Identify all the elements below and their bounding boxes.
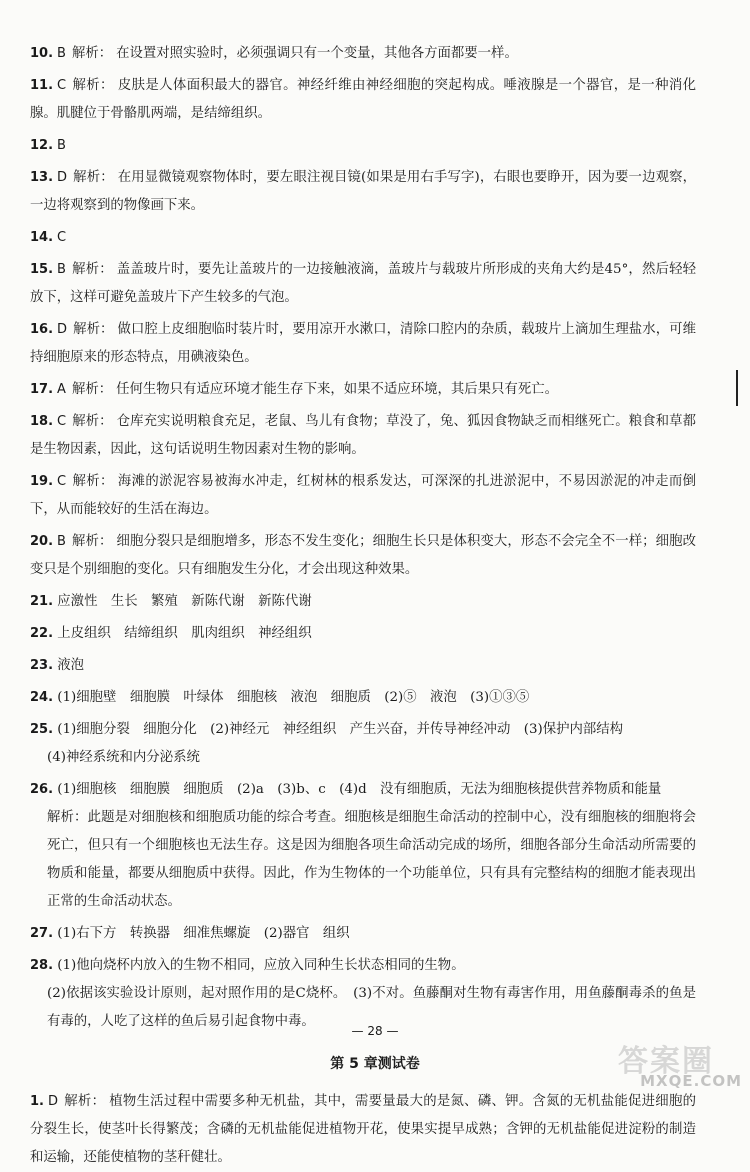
explanation-label: 解析： [64,1094,106,1109]
explanation-text: 海滩的淤泥容易被海水冲走，红树林的根系发达，可深深的扎进淤泥中，不易因淤泥的冲走而倒下，从而能较好的生活在海边。 [30,474,697,517]
answer-text: 上皮组织 结缔组织 肌肉组织 神经组织 [57,626,312,641]
answer-text: (1)右下方 转换器 细准焦螺旋 (2)器官 组织 [57,926,350,941]
answer-item-18 [30,408,696,464]
answer-item-12 [30,132,696,160]
explanation-label: 解析： [73,170,114,185]
answer-choice: B [57,262,66,277]
explanation-label: 解析： [73,322,114,337]
answer-choice: A [57,382,66,397]
margin-mark [736,370,738,406]
answer-item-26 [30,776,696,804]
item-number: 28. [30,958,54,973]
answer-choice: C [57,78,67,93]
item-number: 20. [30,534,54,549]
item-number: 26. [30,782,54,797]
item-number: 12. [30,138,54,153]
explanation-label: 解析： [71,534,113,549]
explanation-label: 解析： [71,382,113,397]
item-number: 19. [30,474,54,489]
item-number: 16. [30,322,54,337]
explanation-text: 植物生活过程中需要多种无机盐，其中，需要量最大的是氮、磷、钾。含氮的无机盐能促进细胞的分裂生长，使茎叶长得繁茂；含磷的无机盐能促进植物开花，使果实提早成熟；含钾的无机盐能促进淀粉的制造和运输，还能使植物的茎秆健壮。 [30,1094,696,1165]
section-answer-item-1 [30,1088,696,1172]
explanation-label: 解析： [72,78,114,93]
explanation-label: 解析： [71,262,113,277]
answer-item-19 [30,468,696,524]
answer-choice: D [57,170,68,185]
answer-text: (1)细胞壁 细胞膜 叶绿体 细胞核 液泡 细胞质 (2)⑤ 液泡 (3)①③⑤ [57,690,530,705]
answer-item-22 [30,620,696,648]
item-number: 25. [30,722,54,737]
answer-item-14 [30,224,696,252]
explanation-label: 解析： [72,414,113,429]
item-number: 24. [30,690,54,705]
item-number: 27. [30,926,54,941]
answer-choice: D [57,322,68,337]
explanation-text: 做口腔上皮细胞临时装片时，要用凉开水漱口，清除口腔内的杂质，载玻片上滴加生理盐水，可维持细胞原来的形态特点，用碘液染色。 [30,322,697,365]
answer-item-23 [30,652,696,680]
explanation-text: 盖盖玻片时，要先让盖玻片的一边接触液滴，盖玻片与载玻片所形成的夹角大约是45°，然后轻轻放下，这样可避免盖玻片下产生较多的气泡。 [30,262,697,305]
answer-item-13 [30,164,696,220]
answer-choice: B [57,46,66,61]
explanation-text: 在用显微镜观察物体时，要左眼注视目镜(如果是用右手写字)，右眼也要睁开，因为要一边观察，一边将观察到的物像画下来。 [30,170,697,213]
answer-text: (1)他向烧杯内放入的生物不相同，应放入同种生长状态相同的生物。 [57,958,465,973]
answer-choice: C [57,230,67,245]
item-number: 14. [30,230,54,245]
item-number: 17. [30,382,54,397]
item-number: 10. [30,46,54,61]
explanation-paragraph-26: 解析：此题是对细胞核和细胞质功能的综合考查。细胞核是细胞生命活动的控制中心，没有细胞核的细胞将会死亡，但只有一个细胞核也无法生存。这是因为细胞各项生命活动完成的场所，细胞各部分生命活动所需要的物质和能量，都要从细胞质中获得。因此，作为生物体的一个功能单位，只有具有完整结构的细胞才能表现出正常的生命活动状态。 [47,810,696,909]
answer-item-15 [30,256,696,312]
item-number: 1. [30,1094,44,1109]
section-title: 第 5 章测试卷 [330,1056,420,1072]
item-number: 18. [30,414,54,429]
answer-item-25 [30,716,696,744]
item-number: 21. [30,594,54,609]
answer-item-16 [30,316,696,372]
item-number: 13. [30,170,54,185]
explanation-text: 在设置对照实验时，必须强调只有一个变量，其他各方面都要一样。 [116,46,518,61]
answer-item-10 [30,40,696,68]
page-number: — 28 — [351,1024,399,1038]
page-content [0,36,750,1172]
answer-choice: D [47,1094,58,1109]
answer-item-21 [30,588,696,616]
item-number: 22. [30,626,54,641]
answer-choice: B [57,138,66,153]
watermark-url: MXQE.COM [640,1072,742,1090]
answer-choice: C [57,474,67,489]
answer-choice: C [57,414,67,429]
answer-text: (1)细胞分裂 细胞分化 (2)神经元 神经组织 产生兴奋，并传导神经冲动 (3)保护内部结构 [57,722,624,737]
answer-item-25-continued: (4)神经系统和内分泌系统 [47,750,200,765]
explanation-text: 任何生物只有适应环境才能生存下来，如果不适应环境，其后果只有死亡。 [116,382,558,397]
answer-item-28 [30,952,696,980]
item-number: 23. [30,658,54,673]
answer-text: 液泡 [57,658,85,673]
answer-choice: B [57,534,66,549]
explanation-text: 细胞分裂只是细胞增多，形态不发生变化；细胞生长只是体积变大，形态不会完全不一样；细胞改变只是个别细胞的变化。只有细胞发生分化，才会出现这种效果。 [30,534,697,577]
watermark-logo [614,1036,746,1092]
item-number: 15. [30,262,54,277]
explanation-text: 皮肤是人体面积最大的器官。神经纤维由神经细胞的突起构成。唾液腺是一个器官，是一种消化腺。肌腱位于骨骼肌两端，是结缔组织。 [30,78,697,121]
answer-item-27 [30,920,696,948]
watermark-title: 答案圈 [618,1044,714,1079]
answer-item-17 [30,376,696,404]
explanation-label: 解析： [71,46,113,61]
explanation-label: 解析： [72,474,114,489]
answer-item-20 [30,528,696,584]
item-number: 11. [30,78,54,93]
answer-item-24 [30,684,696,712]
answer-item-28-continued: (2)依据该实验设计原则，起对照作用的是C烧杯。 (3)不对。鱼藤酮对生物有毒害作用，用鱼藤酮毒杀的鱼是有毒的，人吃了这样的鱼后易引起食物中毒。 [47,986,696,1029]
answer-item-11 [30,72,696,128]
answer-text: 应激性 生长 繁殖 新陈代谢 新陈代谢 [57,594,312,609]
explanation-text: 仓库充实说明粮食充足，老鼠、鸟儿有食物；草没了，兔、狐因食物缺乏而相继死亡。粮食和草都是生物因素，因此，这句话说明生物因素对生物的影响。 [30,414,696,457]
answer-text: (1)细胞核 细胞膜 细胞质 (2)a (3)b、c (4)d 没有细胞质，无法为细胞核提供营养物质和能量 [57,782,662,797]
